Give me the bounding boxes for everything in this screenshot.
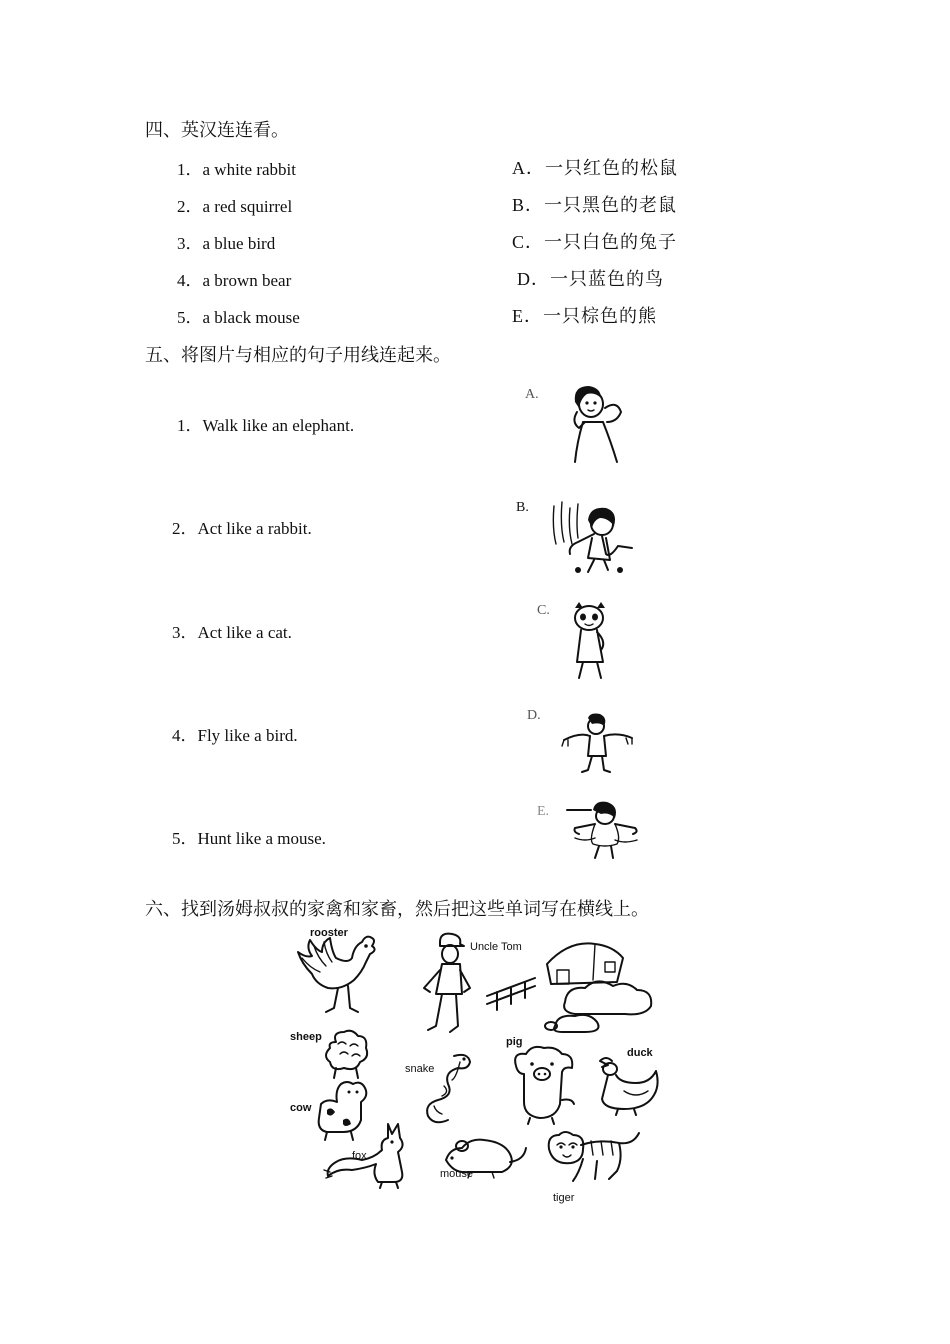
item-text: a black mouse (202, 308, 300, 327)
item-text: Hunt like a mouse. (197, 829, 326, 848)
picture-c-cat-act[interactable] (567, 602, 617, 682)
item-letter: B． (512, 195, 545, 215)
label-duck: duck (627, 1047, 653, 1059)
rooster-drawing[interactable] (292, 928, 382, 1018)
picture-d-bird-fly[interactable] (560, 712, 635, 776)
item-text: a red squirrel (202, 197, 293, 216)
picture-letter-a: A. (525, 387, 539, 402)
snake-drawing[interactable] (418, 1050, 478, 1130)
match-left-item-4[interactable] (177, 266, 291, 291)
label-snake: snake (405, 1063, 435, 1075)
match-left-item-1[interactable] (177, 155, 296, 180)
picture-b-rabbit-act[interactable] (548, 498, 638, 578)
section4-heading: 四、英汉连连看。 (145, 120, 289, 140)
sheep-drawing[interactable] (322, 1028, 372, 1080)
item-number: 1． (177, 160, 203, 179)
item-text: 一只棕色的熊 (543, 306, 657, 326)
match-right-item-c[interactable] (512, 228, 677, 254)
item-number: 5． (177, 308, 203, 327)
item-number: 4． (172, 726, 198, 745)
pig-drawing[interactable] (510, 1044, 580, 1126)
item-text: Act like a cat. (197, 623, 292, 642)
item-number: 3． (172, 623, 198, 642)
item-text: 一只红色的松鼠 (545, 158, 678, 178)
item-letter: A． (512, 158, 545, 178)
item-letter: C． (512, 232, 545, 252)
label-rooster: rooster (310, 927, 348, 939)
item-text: 一只黑色的老鼠 (544, 195, 678, 215)
item-number: 1． (177, 416, 203, 435)
item-text: Walk like an elephant. (202, 416, 355, 435)
item-number: 2． (177, 197, 203, 216)
match-right-item-d[interactable] (517, 265, 664, 291)
fox-drawing[interactable] (322, 1120, 417, 1190)
item-number: 3． (177, 234, 203, 253)
picture-letter-d: D. (527, 708, 541, 723)
match-left-item-5[interactable] (177, 303, 300, 328)
item-text: 一只白色的兔子 (544, 232, 678, 252)
sentence-3[interactable] (172, 618, 292, 643)
sentence-2[interactable] (172, 514, 312, 539)
match-right-item-e[interactable] (512, 302, 657, 328)
sentence-1[interactable] (177, 411, 354, 436)
picture-e-mouse-hunt[interactable] (565, 800, 645, 864)
item-text: 一只蓝色的鸟 (550, 269, 664, 289)
item-text: a white rabbit (202, 160, 296, 179)
match-right-item-b[interactable] (512, 191, 677, 217)
item-letter: D． (517, 269, 550, 289)
item-number: 2． (172, 519, 198, 538)
label-fox: fox (352, 1150, 367, 1162)
label-sheep: sheep (290, 1031, 322, 1043)
section6-heading: 六、找到汤姆叔叔的家禽和家畜，然后把这些单词写在横线上。 (145, 899, 649, 919)
label-pig: pig (506, 1036, 523, 1048)
item-text: a blue bird (202, 234, 276, 253)
section5-heading: 五、将图片与相应的句子用线连起来。 (145, 345, 451, 365)
picture-letter-c: C. (537, 603, 550, 618)
item-number: 5． (172, 829, 198, 848)
picture-letter-b: B. (516, 500, 529, 515)
duck-drawing[interactable] (594, 1055, 664, 1117)
label-cow: cow (290, 1102, 312, 1114)
farmhouse-drawing (485, 940, 665, 1035)
sentence-4[interactable] (172, 721, 298, 746)
match-right-item-a[interactable] (512, 154, 678, 180)
picture-letter-e: E. (537, 804, 550, 819)
label-tiger: tiger (553, 1192, 575, 1204)
match-left-item-3[interactable] (177, 229, 275, 254)
label-uncle-tom: Uncle Tom (470, 941, 522, 953)
sentence-5[interactable] (172, 824, 326, 849)
uncle-tom-drawing[interactable] (418, 930, 478, 1040)
tiger-drawing[interactable] (543, 1125, 643, 1190)
item-text: Fly like a bird. (197, 726, 298, 745)
item-text: a brown bear (202, 271, 292, 290)
item-number: 4． (177, 271, 203, 290)
picture-a-elephant-walk[interactable] (565, 382, 635, 464)
item-letter: E． (512, 306, 543, 326)
item-text: Act like a rabbit. (197, 519, 312, 538)
match-left-item-2[interactable] (177, 192, 292, 217)
label-mouse: mouse (440, 1168, 474, 1180)
